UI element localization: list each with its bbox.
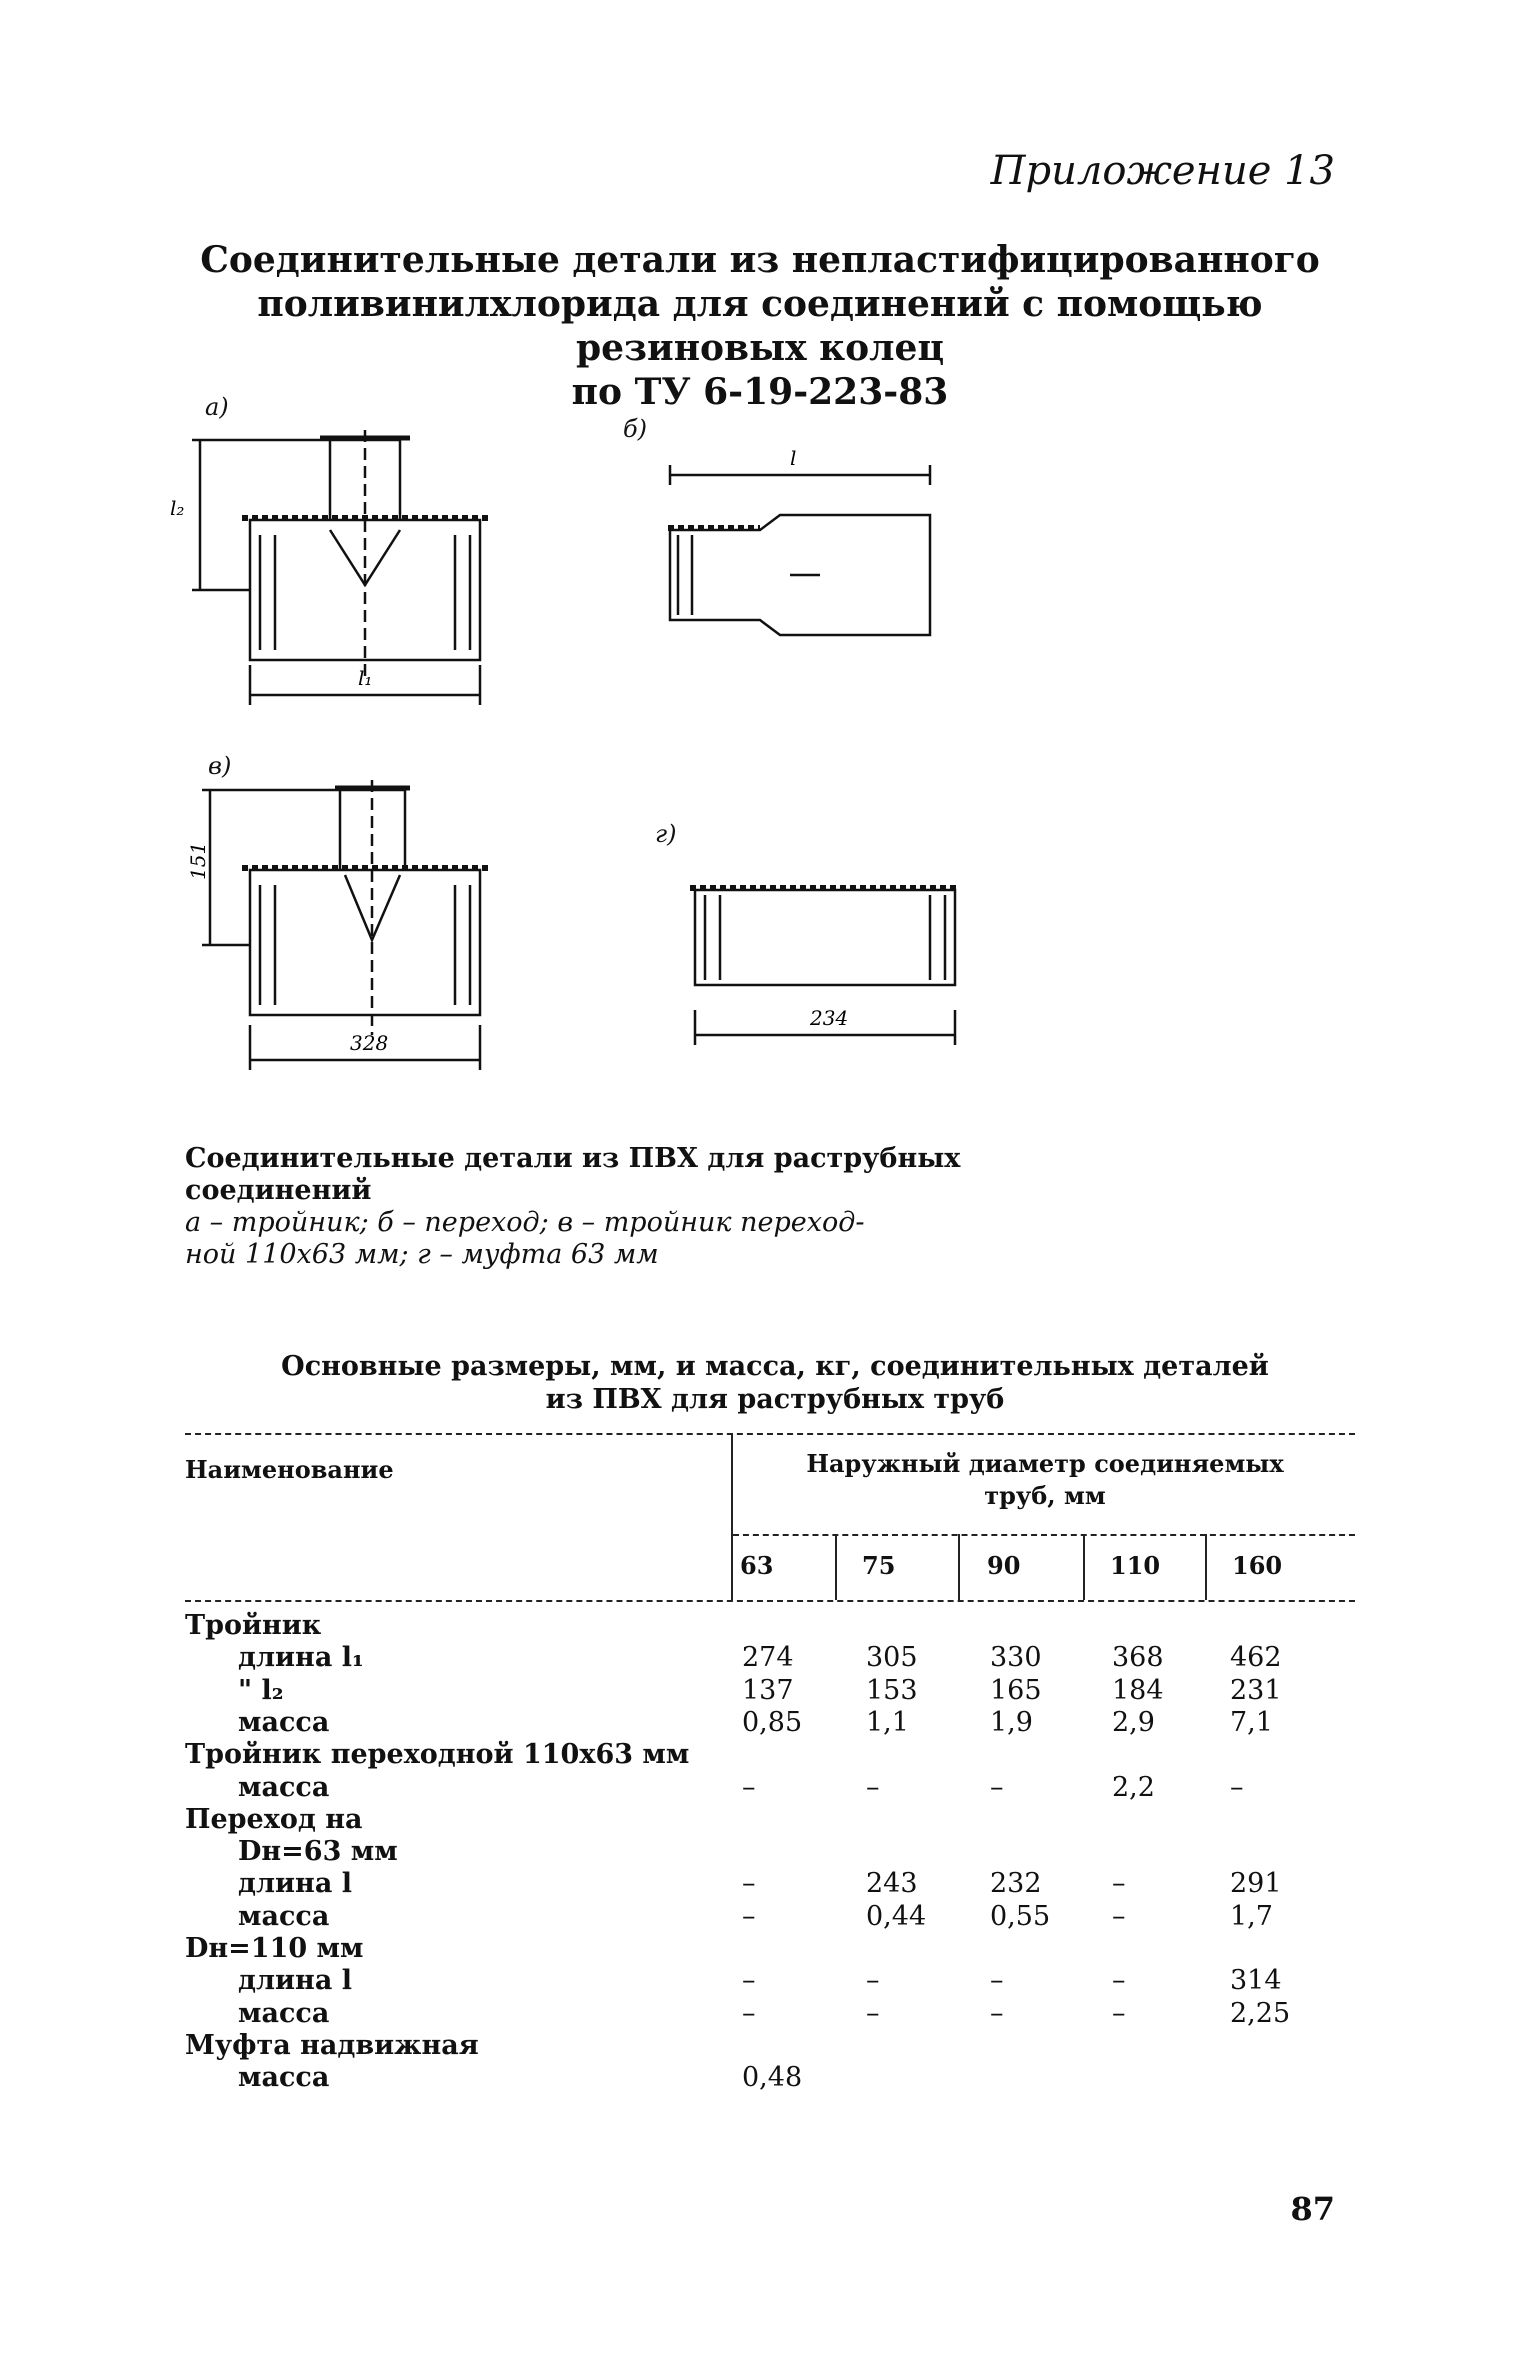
table-cell: 291 bbox=[1230, 1868, 1282, 1900]
table-cell: 165 bbox=[990, 1674, 1042, 1706]
table-header-divider bbox=[731, 1433, 733, 1601]
table-cell: 2,25 bbox=[1230, 1997, 1291, 2029]
table-top-rule bbox=[185, 1433, 1355, 1435]
table-cell: – bbox=[866, 1771, 880, 1803]
figure-b-label: б) bbox=[623, 415, 648, 443]
diameter-160: 160 bbox=[1232, 1551, 1283, 1580]
table-cell: – bbox=[742, 1997, 756, 2029]
figure-b-reducer-drawing bbox=[650, 440, 950, 640]
table-cell: – bbox=[990, 1771, 1004, 1803]
table-cell: 0,55 bbox=[990, 1900, 1051, 1932]
table-cell: 314 bbox=[1230, 1965, 1282, 1997]
table-header-group bbox=[735, 1448, 1355, 1512]
page-number: 87 bbox=[1290, 2190, 1335, 2228]
table-cell: – bbox=[1112, 1868, 1126, 1900]
row-label: масса bbox=[238, 1706, 330, 1738]
row-label: масса bbox=[238, 1997, 330, 2029]
row-label: масса bbox=[238, 1771, 330, 1803]
title-line-1: Соединительные детали из непластифицированного bbox=[200, 239, 1320, 281]
table-title-line-2: из ПВХ для раструбных труб bbox=[545, 1384, 1005, 1415]
diameter-90: 90 bbox=[987, 1551, 1021, 1580]
table-title bbox=[250, 1350, 1300, 1416]
table-cell: 232 bbox=[990, 1868, 1042, 1900]
figure-v-dim-w: 328 bbox=[350, 1031, 389, 1055]
table-cell: 1,9 bbox=[990, 1706, 1033, 1738]
row-label: Переход на bbox=[185, 1803, 363, 1835]
table-header-name: Наименование bbox=[185, 1455, 394, 1484]
row-label: масса bbox=[238, 1900, 330, 1932]
table-cell: – bbox=[742, 1868, 756, 1900]
row-label: Муфта надвижная bbox=[185, 2029, 479, 2061]
row-label: Dн=63 мм bbox=[238, 1836, 398, 1868]
table-cell: 0,85 bbox=[742, 1706, 803, 1738]
table-cell: 184 bbox=[1112, 1674, 1164, 1706]
table-cell: – bbox=[742, 1771, 756, 1803]
figure-a-tee-drawing bbox=[170, 410, 560, 710]
table-cell: 243 bbox=[866, 1868, 918, 1900]
table-cell: – bbox=[1230, 1771, 1244, 1803]
diam-divider-1 bbox=[835, 1534, 837, 1600]
figure-caption bbox=[185, 1143, 1005, 1271]
diam-divider-4 bbox=[1205, 1534, 1207, 1600]
table-cell: – bbox=[990, 1997, 1004, 2029]
table-cell: 462 bbox=[1230, 1642, 1282, 1674]
row-label: масса bbox=[238, 2062, 330, 2094]
title-line-2: поливинилхлорида для соединений с помощью резиновых колец bbox=[257, 283, 1263, 369]
table-title-line-1: Основные размеры, мм, и масса, кг, соединительных деталей bbox=[281, 1351, 1269, 1382]
diam-divider-2 bbox=[958, 1534, 960, 1600]
table-cell: 2,9 bbox=[1112, 1706, 1155, 1738]
table-cell: 153 bbox=[866, 1674, 918, 1706]
table-cell: 137 bbox=[742, 1674, 794, 1706]
diameter-63: 63 bbox=[740, 1551, 774, 1580]
table-cell: – bbox=[866, 1965, 880, 1997]
table-cell: 330 bbox=[990, 1642, 1042, 1674]
table-subheader-rule bbox=[733, 1534, 1355, 1536]
row-label: Тройник переходной 110х63 мм bbox=[185, 1739, 690, 1771]
caption-legend-line-2: ной 110х63 мм; г – муфта 63 мм bbox=[185, 1239, 659, 1270]
table-cell: 231 bbox=[1230, 1674, 1282, 1706]
table-cell: 305 bbox=[866, 1642, 918, 1674]
table-cell: 0,44 bbox=[866, 1900, 927, 1932]
table-cell: 368 bbox=[1112, 1642, 1164, 1674]
table-cell: 0,48 bbox=[742, 2062, 803, 2094]
figure-g-label: г) bbox=[655, 820, 677, 848]
table-cell: 7,1 bbox=[1230, 1706, 1273, 1738]
figure-g-coupling-drawing bbox=[680, 860, 970, 1060]
diam-divider-3 bbox=[1083, 1534, 1085, 1600]
title-line-3: по ТУ 6-19-223-83 bbox=[571, 371, 949, 413]
table-cell: 1,7 bbox=[1230, 1900, 1273, 1932]
caption-title: Соединительные детали из ПВХ для раструбных соединений bbox=[185, 1143, 961, 1206]
figure-a-dim-w: l₁ bbox=[358, 666, 373, 690]
row-label: Dн=110 мм bbox=[185, 1933, 364, 1964]
row-label: Тройник bbox=[185, 1610, 322, 1641]
table-cell: – bbox=[1112, 1997, 1126, 2029]
appendix-label: Приложение 13 bbox=[990, 148, 1335, 194]
table-cell: – bbox=[866, 1997, 880, 2029]
diameter-110: 110 bbox=[1110, 1551, 1161, 1580]
table-cell: – bbox=[1112, 1900, 1126, 1932]
row-label: " l₂ bbox=[238, 1674, 284, 1706]
table-header-group-line-2: труб, мм bbox=[984, 1481, 1106, 1510]
figure-a-dim-h: l₂ bbox=[170, 496, 185, 520]
figure-b-dim-w: l bbox=[790, 446, 797, 470]
figure-g-dim-w: 234 bbox=[810, 1006, 849, 1030]
table-cell: 274 bbox=[742, 1642, 794, 1674]
table-cell: 1,1 bbox=[866, 1706, 909, 1738]
table-cell: – bbox=[742, 1965, 756, 1997]
table-header-group-line-1: Наружный диаметр соединяемых bbox=[806, 1449, 1284, 1478]
figure-v-tee-drawing bbox=[180, 770, 560, 1070]
table-header-bottom-rule bbox=[185, 1600, 1355, 1602]
page-title bbox=[150, 238, 1370, 414]
diameter-75: 75 bbox=[862, 1551, 896, 1580]
table-cell: – bbox=[990, 1965, 1004, 1997]
table-cell: – bbox=[1112, 1965, 1126, 1997]
row-label: длина l bbox=[238, 1868, 352, 1900]
figure-v-dim-h: 151 bbox=[186, 841, 210, 880]
row-label: длина l bbox=[238, 1965, 352, 1997]
caption-legend-line-1: а – тройник; б – переход; в – тройник переход- bbox=[185, 1207, 865, 1238]
figure-a-label: а) bbox=[205, 393, 229, 421]
table-cell: 2,2 bbox=[1112, 1771, 1155, 1803]
table-cell: – bbox=[742, 1900, 756, 1932]
figure-v-label: в) bbox=[208, 752, 232, 780]
row-label: длина l₁ bbox=[238, 1642, 364, 1674]
